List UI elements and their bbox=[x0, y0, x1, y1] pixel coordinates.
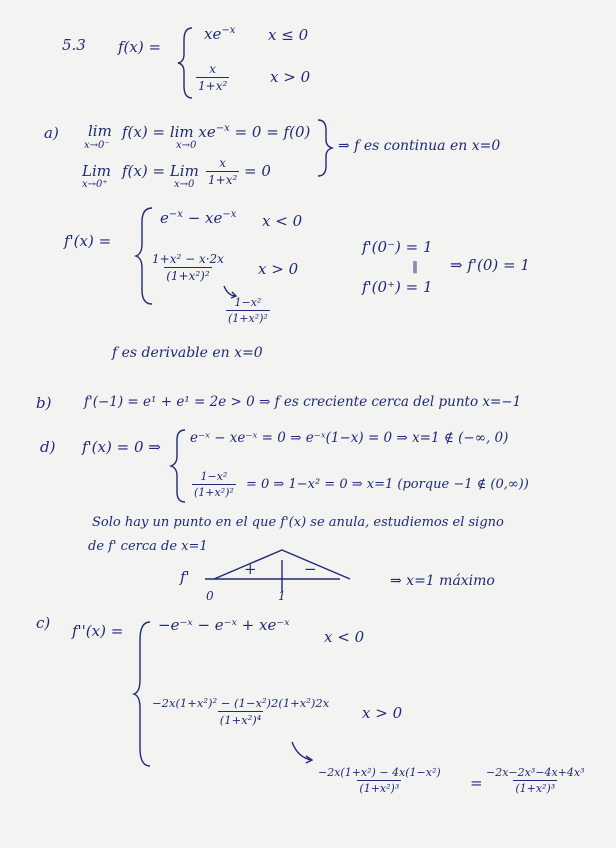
tick-one: 1 bbox=[278, 589, 286, 603]
second-deriv-piece1: −e⁻ˣ − e⁻ˣ + xe⁻ˣ bbox=[158, 616, 290, 634]
lim-left-expression: $f(x) = \lim xe^{-x} = 0 = f(0)$ bbox=[122, 123, 311, 141]
derivative-lhs: f'(x) = bbox=[64, 232, 112, 250]
part-c-label: c) bbox=[36, 614, 51, 632]
second-derivative-lhs: f''(x) = bbox=[72, 622, 124, 640]
continuity-conclusion: ⇒ f es continua en x=0 bbox=[338, 138, 501, 154]
piece2-condition: x > 0 bbox=[270, 68, 311, 86]
part-d-fraction: $\frac{\text{1−x²}}{\text{(1+x²)²}}$ bbox=[194, 470, 234, 499]
comment-line2: de f' cerca de x=1 bbox=[88, 539, 208, 554]
maximum-conclusion: ⇒ x=1 máximo bbox=[390, 573, 495, 589]
second-deriv-piece2-condition: x > 0 bbox=[362, 704, 403, 722]
left-derivative: f'(0⁻) = 1 bbox=[362, 238, 433, 256]
simplified-fraction-2: $\frac{\text{−2x−2x³−4x+4x³}}{\text{(1+x²)³}}$ bbox=[486, 766, 585, 795]
derivative-conclusion: ⇒ f'(0) = 1 bbox=[450, 256, 530, 274]
sign-chart-label: f' bbox=[180, 568, 190, 586]
equals-sign: = bbox=[470, 774, 483, 792]
sign-minus: − bbox=[304, 560, 317, 578]
lim-left-sub2: x→0 bbox=[176, 140, 197, 151]
deriv-piece1: $e^{-x} - xe^{-x}$ bbox=[160, 209, 237, 227]
lim-right-fraction: $\frac{x}{\text{1+x²}}$ bbox=[208, 156, 238, 187]
lim-right-result: = 0 bbox=[244, 162, 271, 180]
part-d-line1: e⁻ˣ − xe⁻ˣ = 0 ⇒ e⁻ˣ(1−x) = 0 ⇒ x=1 ∉ (−∞, 0) bbox=[190, 430, 509, 446]
part-b-text: f'(−1) = e¹ + e¹ = 2e > 0 ⇒ f es creciente cerca del punto x=−1 bbox=[84, 394, 522, 410]
comment-line1: Solo hay un punto en el que f'(x) se anula, estudiemos el signo bbox=[92, 515, 504, 530]
deriv-piece1-condition: x < 0 bbox=[262, 212, 303, 230]
simplified-fraction-1: $\frac{\text{−2x(1+x²) − 4x(1−x²)}}{\text{(1+x²)³}}$ bbox=[318, 766, 441, 795]
lim-right-sub2: x→0 bbox=[174, 179, 195, 190]
part-d-label: d) bbox=[40, 438, 56, 456]
function-lhs: f(x) = bbox=[118, 38, 162, 56]
right-derivative: f'(0⁺) = 1 bbox=[362, 278, 433, 296]
sign-plus: + bbox=[244, 560, 257, 578]
problem-number: 5.3 bbox=[62, 36, 86, 54]
lim-left: lim bbox=[88, 122, 112, 140]
lim-right-sub: x→0⁺ bbox=[82, 179, 108, 190]
part-d-line2: = 0 ⇒ 1−x² = 0 ⇒ x=1 (porque −1 ∉ (0,∞)) bbox=[246, 477, 529, 492]
second-deriv-piece2-fraction: $\frac{\text{−2x(1+x²)² − (1−x²)2(1+x²)2x}}{\text{(1+x²)⁴}}$ bbox=[152, 696, 330, 727]
part-b-label: b) bbox=[36, 394, 52, 412]
deriv-piece2-fraction: $\frac{\text{1+x² − x·2x}}{\text{(1+x²)²}}$ bbox=[152, 252, 224, 283]
lim-left-sub: x→0⁻ bbox=[84, 140, 110, 151]
piece1-condition: x ≤ 0 bbox=[268, 26, 309, 44]
piece1-expression: $xe^{-x}$ bbox=[204, 25, 236, 43]
part-a-label: a) bbox=[44, 124, 59, 142]
second-deriv-piece1-condition: x < 0 bbox=[324, 628, 365, 646]
tick-zero: 0 bbox=[206, 589, 214, 603]
part-d-lhs: f'(x) = 0 ⇒ bbox=[82, 438, 161, 456]
deriv-piece2-condition: x > 0 bbox=[258, 260, 299, 278]
piece2-fraction: $\frac{x}{\text{1+x²}}$ bbox=[198, 62, 228, 93]
lim-right: Lim bbox=[82, 162, 111, 180]
lim-right-expression: f(x) = Lim bbox=[122, 162, 199, 180]
derivable-statement: f es derivable en x=0 bbox=[112, 345, 263, 361]
equal-mark: ‖ bbox=[412, 259, 418, 273]
deriv-simplified-fraction: $\frac{\text{1−x²}}{\text{(1+x²)²}}$ bbox=[228, 296, 268, 325]
